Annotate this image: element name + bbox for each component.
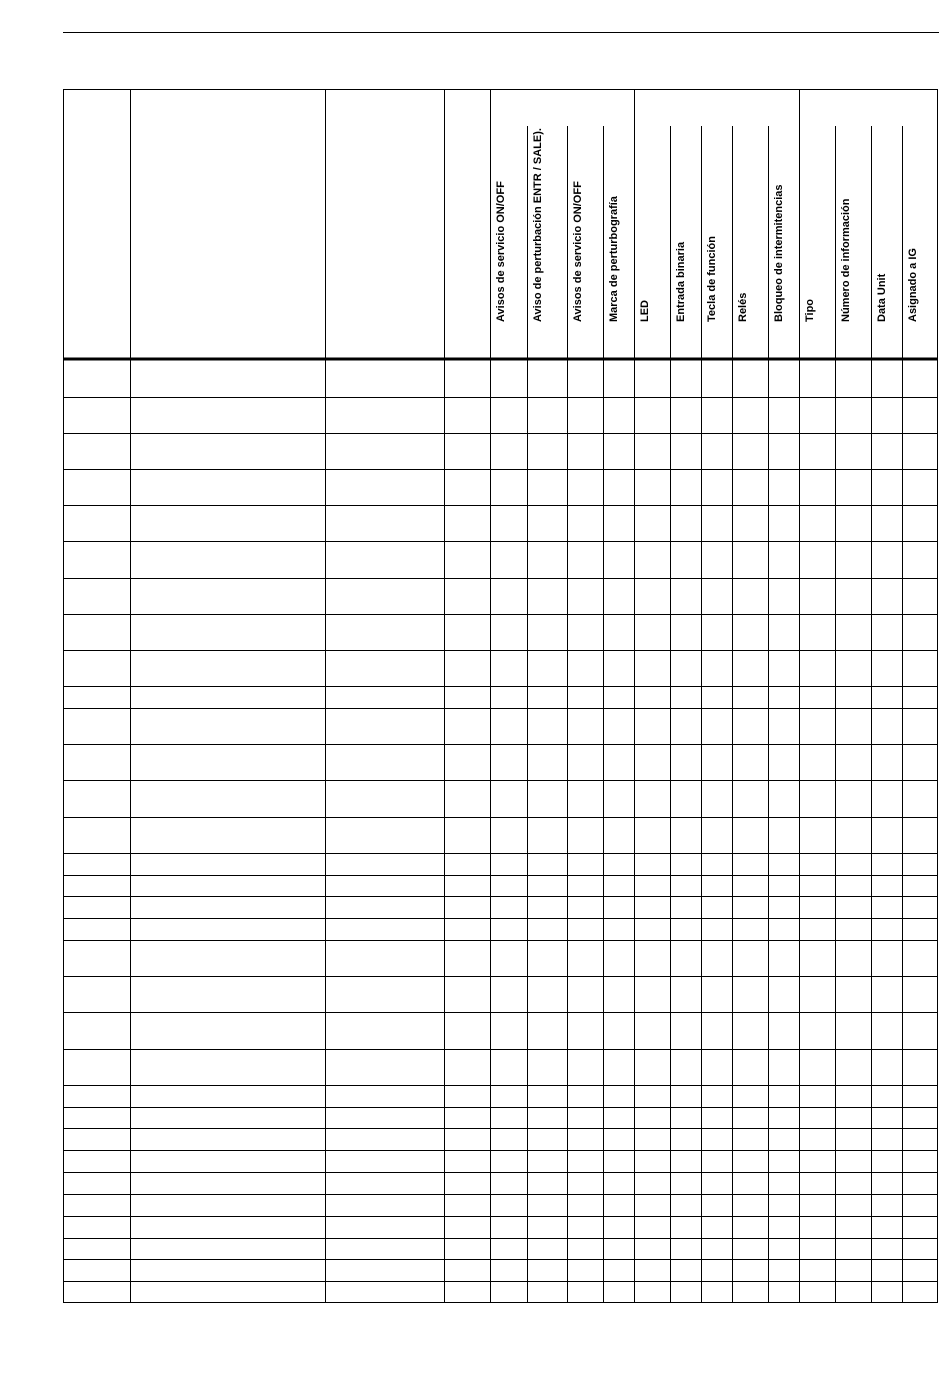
column-header-label: Aviso de perturbación ENTR / SALE).	[532, 128, 544, 322]
column-header-label: Relés	[737, 292, 749, 322]
column-header-label: Marca de perturbografía	[608, 196, 620, 322]
column-header-label: Entrada binaria	[675, 241, 687, 322]
column-header-label: Tecla de función	[706, 236, 718, 322]
column-header-label: LED	[639, 300, 651, 322]
column-header-label: Avisos de servicio ON/OFF	[572, 181, 584, 322]
column-header-label: Bloqueo de intermitencias	[773, 184, 785, 322]
column-header-label: Data Unit	[876, 273, 888, 322]
column-header-label: Tipo	[804, 298, 816, 322]
column-header-label: Asignado a IG	[907, 248, 919, 322]
column-header-label: Avisos de servicio ON/OFF	[495, 181, 507, 322]
column-header-label: Número de información	[840, 198, 852, 322]
